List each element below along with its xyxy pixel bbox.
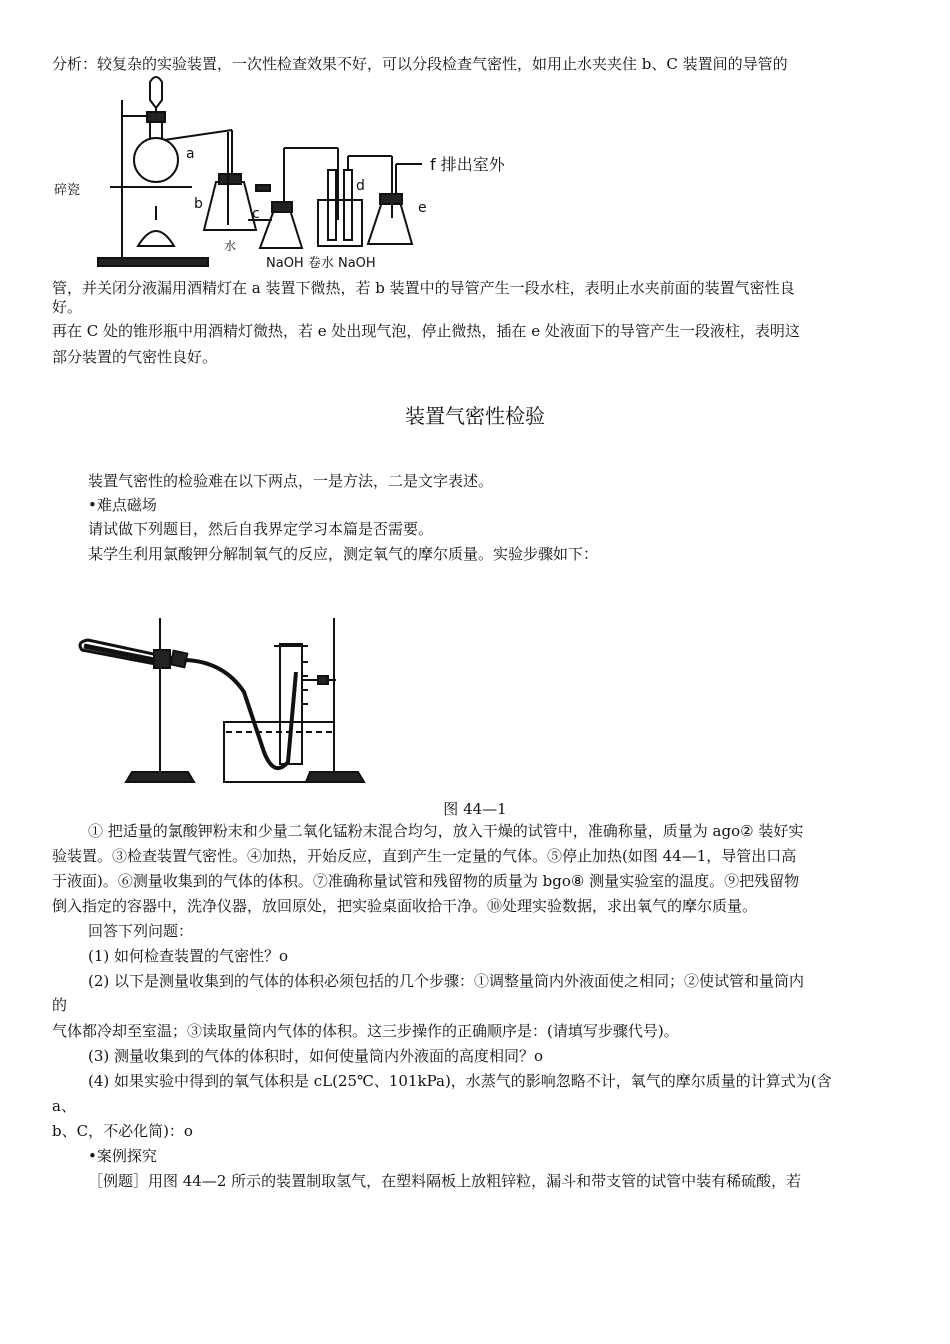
example-line: ［例题］用图 44—2 所示的装置制取氢气，在塑料隔板上放粗锌粒，漏斗和带支管的试管中装有稀硫酸，若 bbox=[88, 1172, 802, 1190]
apparatus-figure-2 bbox=[74, 612, 374, 792]
question-2-line-1: (2) 以下是测量收集到的气体的体积必须包括的几个步骤：①调整量筒内外液面使之相同；②使试管和量筒内 bbox=[88, 972, 805, 990]
section-title: 装置气密性检验 bbox=[405, 404, 545, 428]
question-2-line-2: 的 bbox=[52, 996, 68, 1014]
intro-line-1: 装置气密性的检验难在以下两点，一是方法，二是文字表述。 bbox=[88, 472, 494, 490]
question-2-line-3: 气体都冷却至室温；③读取量筒内气体的体积。这三步操作的正确顺序是：(请填写步骤代号)。 bbox=[52, 1022, 679, 1040]
label-porcelain: 碎瓷 bbox=[54, 183, 81, 198]
label-water: 水 bbox=[224, 239, 237, 253]
paragraph-1-line-1: 管，并关闭分液漏用酒精灯在 a 装置下微热，若 b 装置中的导管产生一段水柱，表明止水夹前面的装置气密性良 bbox=[52, 279, 795, 297]
analysis-line: 分析：较复杂的实验装置，一次性检查效果不好，可以分段检查气密性，如用止水夹夹住 b、C 装置间的导管的 bbox=[52, 55, 788, 73]
question-3: (3) 测量收集到的气体的体积时，如何使量筒内外液面的高度相同？o bbox=[88, 1047, 544, 1065]
label-a: a bbox=[186, 146, 195, 162]
paragraph-2-line-1: 再在 C 处的锥形瓶中用酒精灯微热，若 e 处出现气泡，停止微热，插在 e 处液面下的导管产生一段液柱，表明这 bbox=[52, 322, 800, 340]
question-4-line-2: a、 bbox=[52, 1097, 76, 1115]
label-bottom-reagents: NaOH 卷水 NaOH bbox=[266, 256, 376, 270]
questions-header: 回答下列问题： bbox=[88, 922, 194, 940]
question-4-line-3: b、C，不必化简)：o bbox=[52, 1122, 193, 1140]
steps-line-2: 验装置。③检查装置气密性。④加热，开始反应，直到产生一定量的气体。⑤停止加热(如图 44—1，导管出口高 bbox=[52, 847, 797, 865]
label-e: e bbox=[418, 200, 427, 216]
question-1: (1) 如何检查装置的气密性？o bbox=[88, 947, 289, 965]
intro-line-2: •难点磁场 bbox=[88, 496, 157, 514]
label-d: d bbox=[356, 178, 365, 194]
steps-line-4: 倒入指定的容器中，洗净仪器，放回原处，把实验桌面收拾干净。⑩处理实验数据，求出氧气的摩尔质量。 bbox=[52, 897, 758, 915]
intro-line-3: 请试做下列题目，然后自我界定学习本篇是否需要。 bbox=[88, 520, 434, 538]
label-f-outlet: f 排出室外 bbox=[430, 155, 505, 174]
steps-line-1: ① 把适量的氯酸钾粉末和少量二氧化锰粉末混合均匀，放入干燥的试管中，准确称量，质量为 ago② 装好实 bbox=[88, 822, 804, 840]
paragraph-1-line-2: 好。 bbox=[52, 298, 83, 316]
label-c: c bbox=[252, 206, 260, 222]
question-4-line-1: (4) 如果实验中得到的氧气体积是 cL(25℃、101kPa)，水蒸气的影响忽略不计，氧气的摩尔质量的计算式为(含 bbox=[88, 1072, 832, 1090]
apparatus-figure-1 bbox=[52, 70, 532, 270]
figure-caption: 图 44—1 bbox=[443, 800, 507, 818]
paragraph-2-line-2: 部分装置的气密性良好。 bbox=[52, 348, 218, 366]
case-header: •案例探究 bbox=[88, 1147, 157, 1165]
intro-line-4: 某学生利用氯酸钾分解制氧气的反应，测定氧气的摩尔质量。实验步骤如下： bbox=[88, 545, 599, 563]
steps-line-3: 于液面)。⑥测量收集到的气体的体积。⑦准确称量试管和残留物的质量为 bgo⑧ 测量实验室的温度。⑨把残留物 bbox=[52, 872, 800, 890]
label-b: b bbox=[194, 196, 203, 212]
